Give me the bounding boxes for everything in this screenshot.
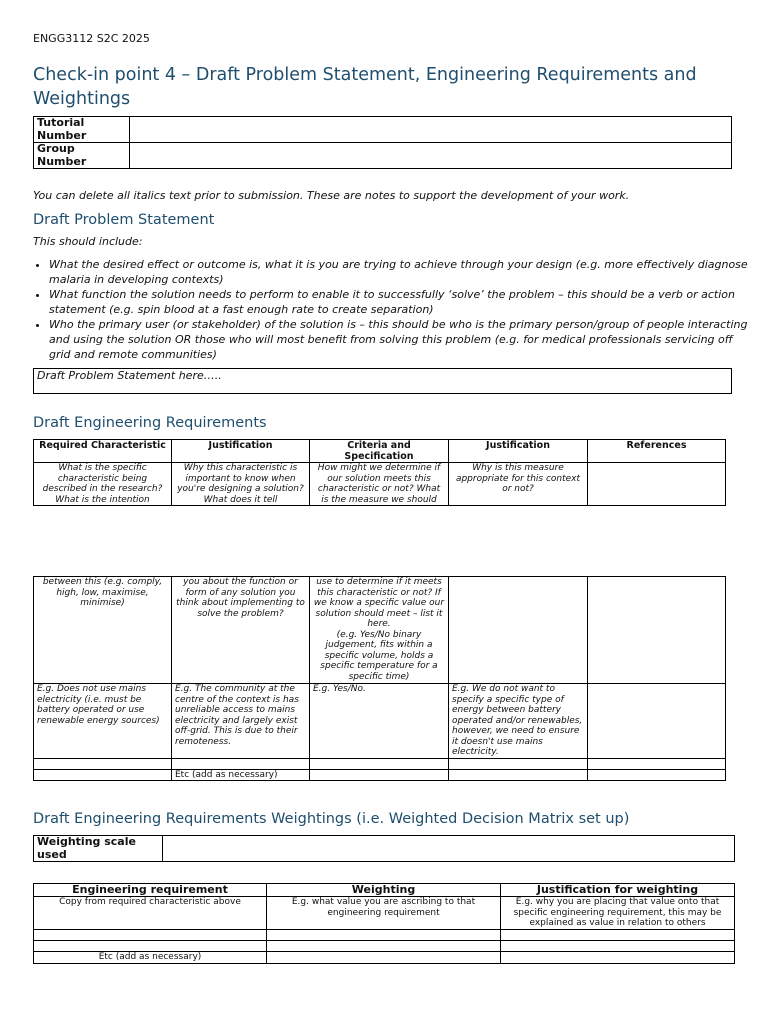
- empty-cell[interactable]: [310, 769, 449, 781]
- example-row: [34, 684, 726, 759]
- weighting-scale-field[interactable]: [163, 836, 735, 862]
- page-title: Check-in point 4 – Draft Problem Statement, Engineering Requirements and Weightings: [33, 65, 697, 109]
- guidance-characteristic[interactable]: What is the specific characteristic being described in the research? What is the intention: [34, 463, 172, 506]
- weightings-etc-label[interactable]: Etc (add as necessary): [34, 952, 267, 964]
- tutorial-number-row: [34, 117, 732, 143]
- course-code: ENGG3112 S2C 2025: [33, 32, 150, 45]
- requirements-table-top: [33, 439, 726, 506]
- empty-cell[interactable]: [34, 758, 172, 769]
- requirements-heading: Draft Engineering Requirements: [33, 415, 267, 431]
- example-criteria[interactable]: E.g. Yes/No.: [310, 684, 449, 759]
- col-engineering-requirement: Engineering requirement: [34, 884, 267, 897]
- empty-cell[interactable]: [267, 941, 501, 952]
- requirements-header-row: [34, 440, 726, 463]
- weightings-header-row: [34, 884, 735, 897]
- col-required-characteristic: Required Characteristic: [34, 440, 172, 463]
- empty-cell[interactable]: [501, 952, 735, 964]
- etc-row: [34, 952, 735, 964]
- empty-cell[interactable]: [449, 758, 588, 769]
- etc-row: [34, 769, 726, 781]
- problem-statement-heading: Draft Problem Statement: [33, 212, 215, 228]
- empty-row: [34, 930, 735, 941]
- empty-cell[interactable]: [501, 941, 735, 952]
- empty-cell[interactable]: [501, 930, 735, 941]
- group-number-row: [34, 143, 732, 169]
- guidance-weighting-justification[interactable]: E.g. why you are placing that value onto that specific engineering requirement, this may be explained as value in relation to others: [501, 897, 735, 930]
- bullet-function: • What function the solution needs to perform to enable it to successfully ‘solve’ the problem – this should be a verb or action statement (e.g. spin blood at a fast enough rate to create separation): [49, 287, 749, 317]
- empty-cell[interactable]: [588, 758, 726, 769]
- guidance-characteristic-cont[interactable]: between this (e.g. comply, high, low, maximise, minimise): [34, 577, 172, 684]
- problem-statement-input[interactable]: Draft Problem Statement here…..: [34, 369, 732, 394]
- col-justification-measure: Justification: [449, 440, 588, 463]
- empty-cell[interactable]: [449, 769, 588, 781]
- problem-statement-box: [33, 368, 732, 394]
- col-weighting: Weighting: [267, 884, 501, 897]
- empty-cell[interactable]: [310, 758, 449, 769]
- guidance-requirement[interactable]: Copy from required characteristic above: [34, 897, 267, 930]
- guidance-row-top: [34, 463, 726, 506]
- example-references[interactable]: [588, 684, 726, 759]
- empty-cell[interactable]: [34, 941, 267, 952]
- col-criteria-specification: Criteria and Specification: [310, 440, 449, 463]
- guidance-weighting[interactable]: E.g. what value you are ascribing to that engineering requirement: [267, 897, 501, 930]
- guidance-measure-justification[interactable]: Why is this measure appropriate for this context or not?: [449, 463, 588, 506]
- weightings-guidance-row: [34, 897, 735, 930]
- guidance-measure-cont[interactable]: [449, 577, 588, 684]
- requirements-table-bottom: [33, 576, 726, 781]
- empty-cell[interactable]: [172, 758, 310, 769]
- weightings-heading: Draft Engineering Requirements Weightings (i.e. Weighted Decision Matrix set up): [33, 811, 630, 827]
- col-justification-weighting: Justification for weighting: [501, 884, 735, 897]
- weighting-scale-label: Weighting scale used: [34, 836, 163, 862]
- group-number-field[interactable]: [130, 143, 732, 169]
- empty-cell[interactable]: [267, 930, 501, 941]
- guidance-criteria-cont[interactable]: use to determine if it meets this characteristic or not? If we know a specific value our solution should meet – list it here. (e.g. Yes/No binary judgement, fits within a specific volume, holds a specific temperature for a specific time): [310, 577, 449, 684]
- example-characteristic[interactable]: E.g. Does not use mains electricity (i.e. must be battery operated or use renewable energy sources): [34, 684, 172, 759]
- problem-statement-bullets: [17, 257, 749, 362]
- problem-statement-intro: This should include:: [33, 235, 143, 248]
- weightings-table: [33, 883, 735, 964]
- italics-note: You can delete all italics text prior to submission. These are notes to support the development of your work.: [33, 189, 630, 202]
- guidance-references[interactable]: [588, 463, 726, 506]
- bullet-user: • Who the primary user (or stakeholder) of the solution is – this should be who is the primary person/group of people interacting and using the solution OR those who will most benefit from solving this problem (e.g. for medical professionals servicing off grid and remote communities): [49, 317, 749, 362]
- empty-cell[interactable]: [267, 952, 501, 964]
- empty-cell[interactable]: [34, 930, 267, 941]
- guidance-references-cont[interactable]: [588, 577, 726, 684]
- weighting-scale-table: [33, 835, 735, 862]
- empty-row: [34, 758, 726, 769]
- guidance-justification[interactable]: Why this characteristic is important to know when you're designing a solution? What does it tell: [172, 463, 310, 506]
- etc-label[interactable]: Etc (add as necessary): [172, 769, 310, 781]
- guidance-criteria[interactable]: How might we determine if our solution meets this characteristic or not? What is the measure we should: [310, 463, 449, 506]
- group-info-table: [33, 116, 732, 169]
- empty-row: [34, 941, 735, 952]
- bullet-outcome: • What the desired effect or outcome is, what it is you are trying to achieve through your design (e.g. more effectively diagnose malaria in developing contexts): [49, 257, 749, 287]
- tutorial-number-label: Tutorial Number: [34, 117, 130, 143]
- example-justification[interactable]: E.g. The community at the centre of the context is has unreliable access to mains electricity and largely exist off-grid. This is due to their remoteness.: [172, 684, 310, 759]
- guidance-row-continued: [34, 577, 726, 684]
- tutorial-number-field[interactable]: [130, 117, 732, 143]
- empty-cell[interactable]: [34, 769, 172, 781]
- example-measure-justification[interactable]: E.g. We do not want to specify a specific type of energy between battery operated and/or renewables, however, we need to ensure it doesn't use mains electricity.: [449, 684, 588, 759]
- guidance-justification-cont[interactable]: you about the function or form of any solution you think about implementing to solve the problem?: [172, 577, 310, 684]
- col-references: References: [588, 440, 726, 463]
- group-number-label: Group Number: [34, 143, 130, 169]
- col-justification: Justification: [172, 440, 310, 463]
- empty-cell[interactable]: [588, 769, 726, 781]
